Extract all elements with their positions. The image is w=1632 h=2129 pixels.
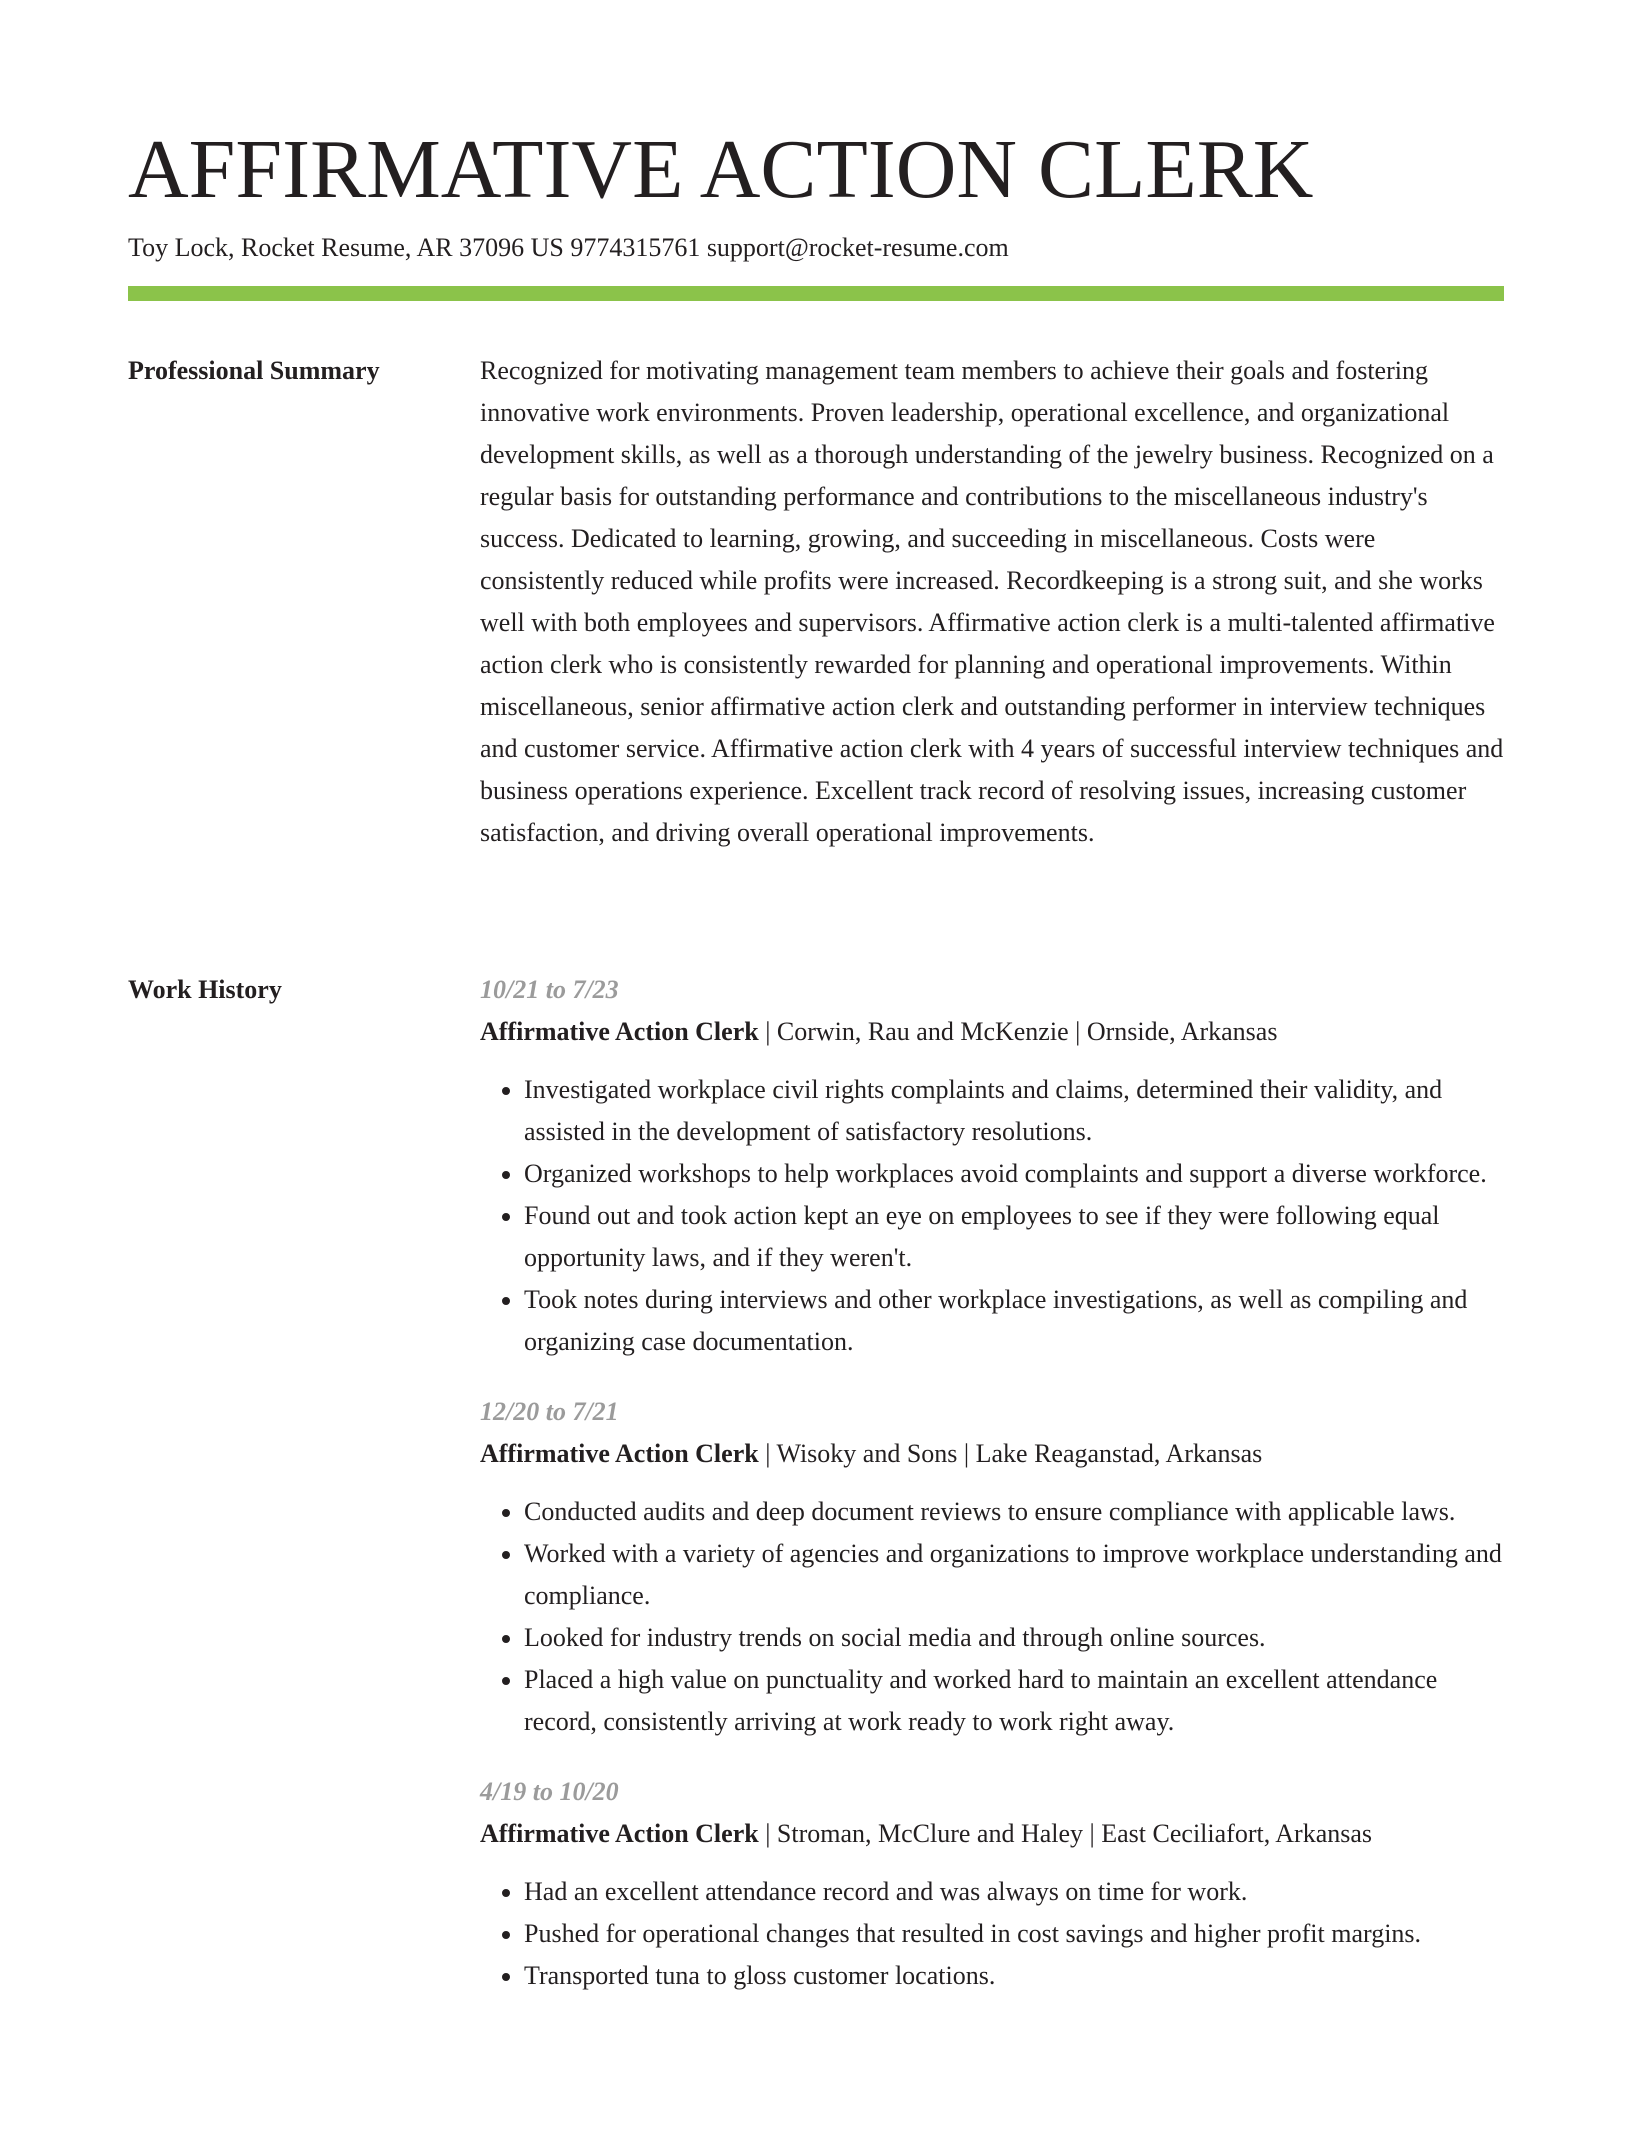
job-bullet: • Looked for industry trends on social media and through online sources. — [524, 1617, 1504, 1659]
job-bullet: • Took notes during interviews and other workplace investigations, as well as compiling and organizing case documentation. — [524, 1279, 1504, 1363]
contact-line: Toy Lock, Rocket Resume, AR 37096 US 9774315761 support@rocket-resume.com — [128, 233, 1009, 262]
job-employer-location: | Corwin, Rau and McKenzie | Ornside, Arkansas — [758, 1017, 1278, 1046]
summary-heading: Professional Summary — [128, 356, 380, 385]
job-title: Affirmative Action Clerk — [480, 1439, 759, 1468]
work-history-body — [480, 969, 1504, 2025]
work-history-section — [128, 969, 1504, 2129]
job-dates: 12/20 to 7/21 — [480, 1397, 619, 1426]
summary-text: Recognized for motivating management team members to achieve their goals and fostering innovative work environments. Proven leadership, operational excellence, and organizational development skills, as well as a thorough understanding of the jewelry business. Recognized on a regular basis for outstanding performance and contributions to the miscellaneous industry's success. Dedicated to learning, growing, and succeeding in miscellaneous. Costs were consistently reduced while profits were increased. Recordkeeping is a strong suit, and she works well with both employees and supervisors. Affirmative action clerk is a multi-talented affirmative action clerk who is consistently rewarded for planning and operational improvements. Within miscellaneous, senior affirmative action clerk and outstanding performer in interview techniques and customer service. Affirmative action clerk with 4 years of successful interview techniques and business operations experience. Excellent track record of resolving issues, increasing customer satisfaction, and driving overall operational improvements. — [480, 356, 1504, 847]
job-title: Affirmative Action Clerk — [480, 1819, 759, 1848]
job-bullet: • Organized workshops to help workplaces avoid complaints and support a diverse workforce. — [524, 1153, 1504, 1195]
summary-body — [480, 350, 1504, 854]
resume-title: AFFIRMATIVE ACTION CLERK — [128, 123, 1314, 216]
job-bullet: • Worked with a variety of agencies and organizations to improve workplace understanding and compliance. — [524, 1533, 1504, 1617]
job-bullets — [480, 1491, 1504, 1743]
job-bullet: • Pushed for operational changes that resulted in cost savings and higher profit margins. — [524, 1913, 1504, 1955]
job-entry — [480, 1391, 1504, 1743]
job-heading — [480, 1813, 1504, 1855]
job-entry — [480, 1771, 1504, 1997]
job-bullets — [480, 1871, 1504, 1997]
job-employer-location: | Stroman, McClure and Haley | East Ceciliafort, Arkansas — [758, 1819, 1373, 1848]
job-heading — [480, 1011, 1504, 1053]
job-dates: 10/21 to 7/23 — [480, 975, 619, 1004]
job-bullet: • Investigated workplace civil rights complaints and claims, determined their validity, and assisted in the development of satisfactory resolutions. — [524, 1069, 1504, 1153]
job-entry — [480, 969, 1504, 1363]
job-heading — [480, 1433, 1504, 1475]
job-bullet: • Transported tuna to gloss customer locations. — [524, 1955, 1504, 1997]
job-dates: 4/19 to 10/20 — [480, 1777, 619, 1806]
job-bullet: • Found out and took action kept an eye on employees to see if they were following equal opportunity laws, and if they weren't. — [524, 1195, 1504, 1279]
job-bullets — [480, 1069, 1504, 1363]
summary-section — [128, 350, 1504, 940]
job-title: Affirmative Action Clerk — [480, 1017, 759, 1046]
job-bullet: • Had an excellent attendance record and was always on time for work. — [524, 1871, 1504, 1913]
job-bullet: • Conducted audits and deep document reviews to ensure compliance with applicable laws. — [524, 1491, 1504, 1533]
accent-divider — [128, 286, 1504, 301]
work-history-heading: Work History — [128, 975, 282, 1004]
job-employer-location: | Wisoky and Sons | Lake Reaganstad, Arkansas — [758, 1439, 1263, 1468]
job-bullet: • Placed a high value on punctuality and worked hard to maintain an excellent attendance record, consistently arriving at work ready to work right away. — [524, 1659, 1504, 1743]
